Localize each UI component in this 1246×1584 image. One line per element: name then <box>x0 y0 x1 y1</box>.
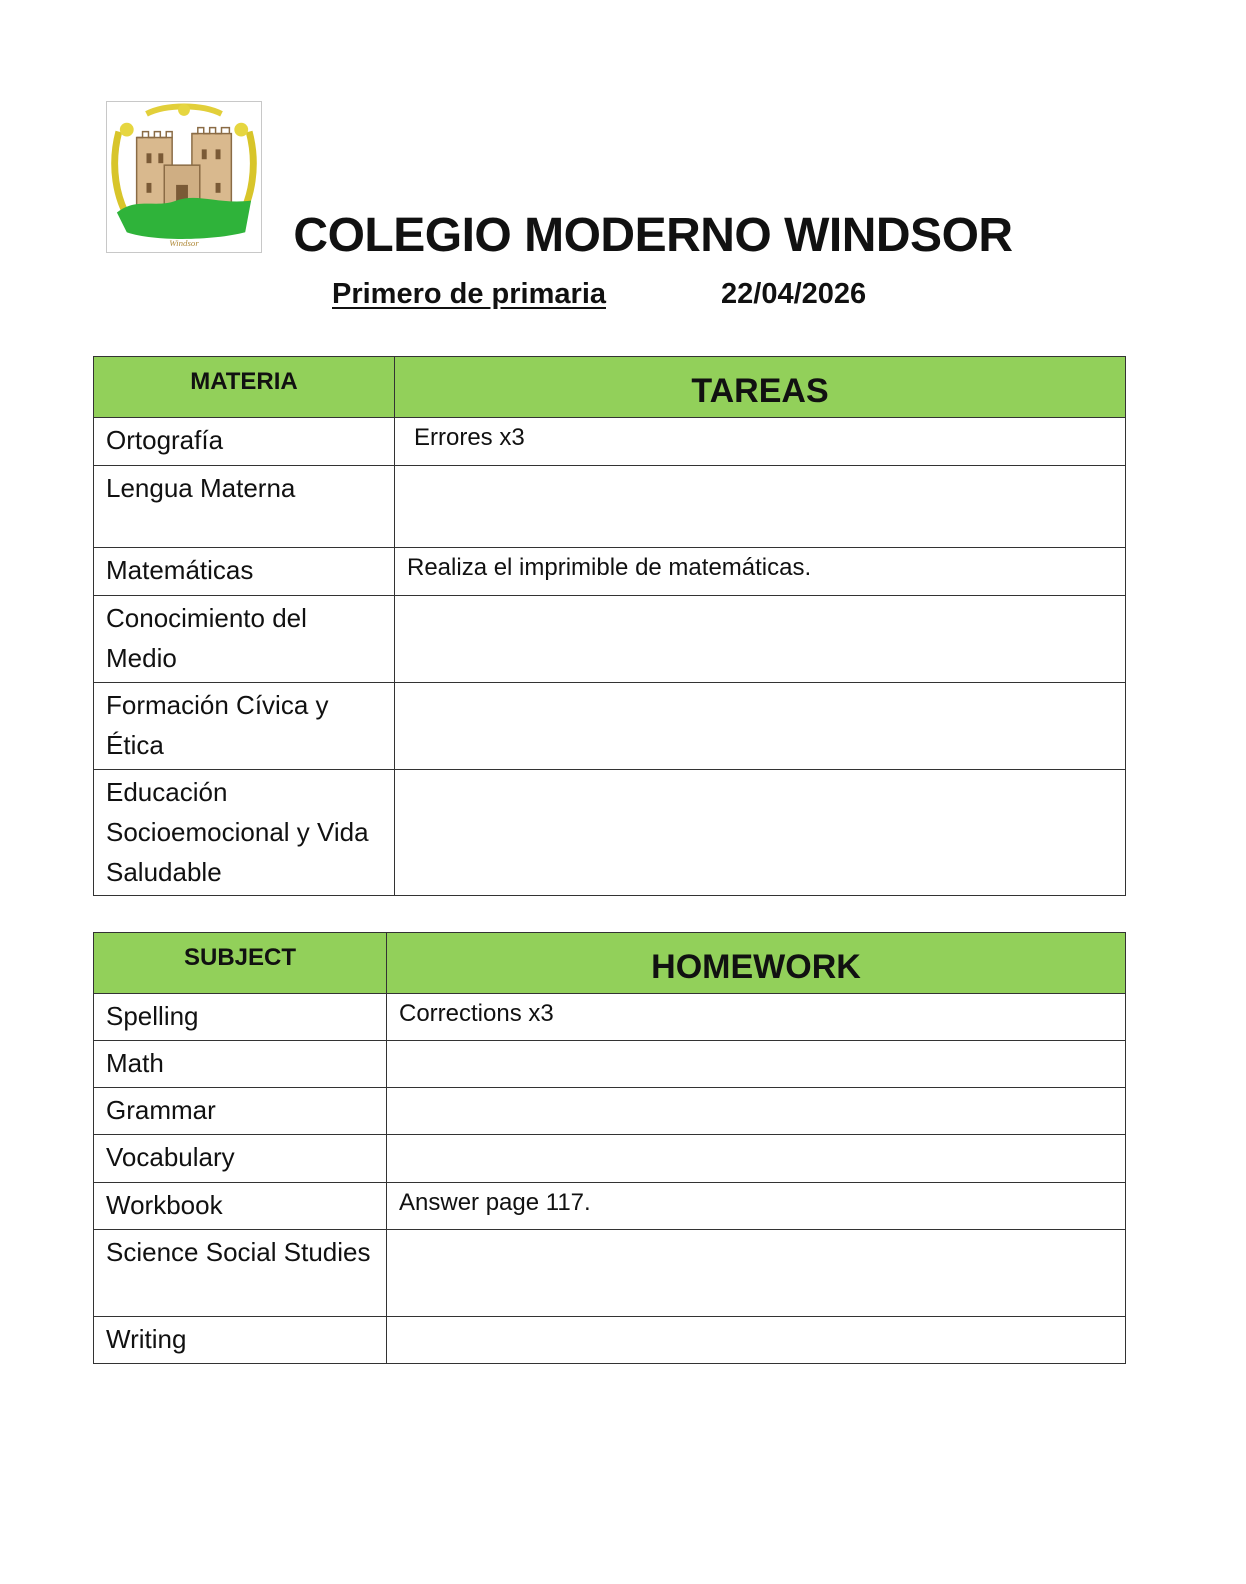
table-row <box>94 1135 1126 1183</box>
task-cell: Errores x3 <box>395 418 1126 466</box>
task-cell <box>395 466 1126 548</box>
table-row <box>94 1230 1126 1317</box>
task-cell: Realiza el imprimible de matemáticas. <box>395 548 1126 596</box>
task-cell: Corrections x3 <box>387 994 1126 1041</box>
task-cell <box>395 596 1126 683</box>
table-row <box>94 548 1126 596</box>
school-name: COLEGIO MODERNO WINDSOR <box>293 209 1013 262</box>
table-row <box>94 1088 1126 1135</box>
column-header-subject: MATERIA <box>94 357 395 418</box>
table-row <box>94 1183 1126 1230</box>
task-cell <box>387 1041 1126 1088</box>
grade-level: Primero de primaria <box>332 278 606 310</box>
task-cell <box>395 683 1126 770</box>
subject-cell: Ortografía <box>94 418 395 466</box>
task-cell <box>395 770 1126 896</box>
subject-cell: Lengua Materna <box>94 466 395 548</box>
subject-cell: Math <box>94 1041 387 1088</box>
table-row <box>94 596 1126 683</box>
task-cell <box>387 1317 1126 1364</box>
column-header-tasks: TAREAS <box>395 357 1126 418</box>
table-row <box>94 1041 1126 1088</box>
column-header-subject: SUBJECT <box>94 933 387 994</box>
subject-cell: Matemáticas <box>94 548 395 596</box>
subject-cell: Writing <box>94 1317 387 1364</box>
task-cell <box>387 1230 1126 1317</box>
logo-text: Windsor <box>169 238 199 249</box>
table-header-row <box>94 357 1126 418</box>
task-cell: Answer page 117. <box>387 1183 1126 1230</box>
table-row <box>94 1317 1126 1364</box>
subject-cell: Grammar <box>94 1088 387 1135</box>
spanish-homework-table <box>93 356 1126 896</box>
table-row <box>94 466 1126 548</box>
task-cell <box>387 1135 1126 1183</box>
task-cell <box>387 1088 1126 1135</box>
homework-date: 22/04/2026 <box>721 278 867 310</box>
table-row <box>94 418 1126 466</box>
english-homework-table <box>93 932 1126 1364</box>
subject-cell: Vocabulary <box>94 1135 387 1183</box>
subject-cell: Science Social Studies <box>94 1230 387 1317</box>
table-row <box>94 994 1126 1041</box>
table-row <box>94 770 1126 896</box>
subject-cell: Conocimiento del Medio <box>94 596 395 683</box>
subject-cell: Educación Socioemocional y Vida Saludable <box>94 770 395 896</box>
table-header-row <box>94 933 1126 994</box>
column-header-homework: HOMEWORK <box>387 933 1126 994</box>
table-row <box>94 683 1126 770</box>
subject-cell: Formación Cívica y Ética <box>94 683 395 770</box>
subject-cell: Workbook <box>94 1183 387 1230</box>
subject-cell: Spelling <box>94 994 387 1041</box>
